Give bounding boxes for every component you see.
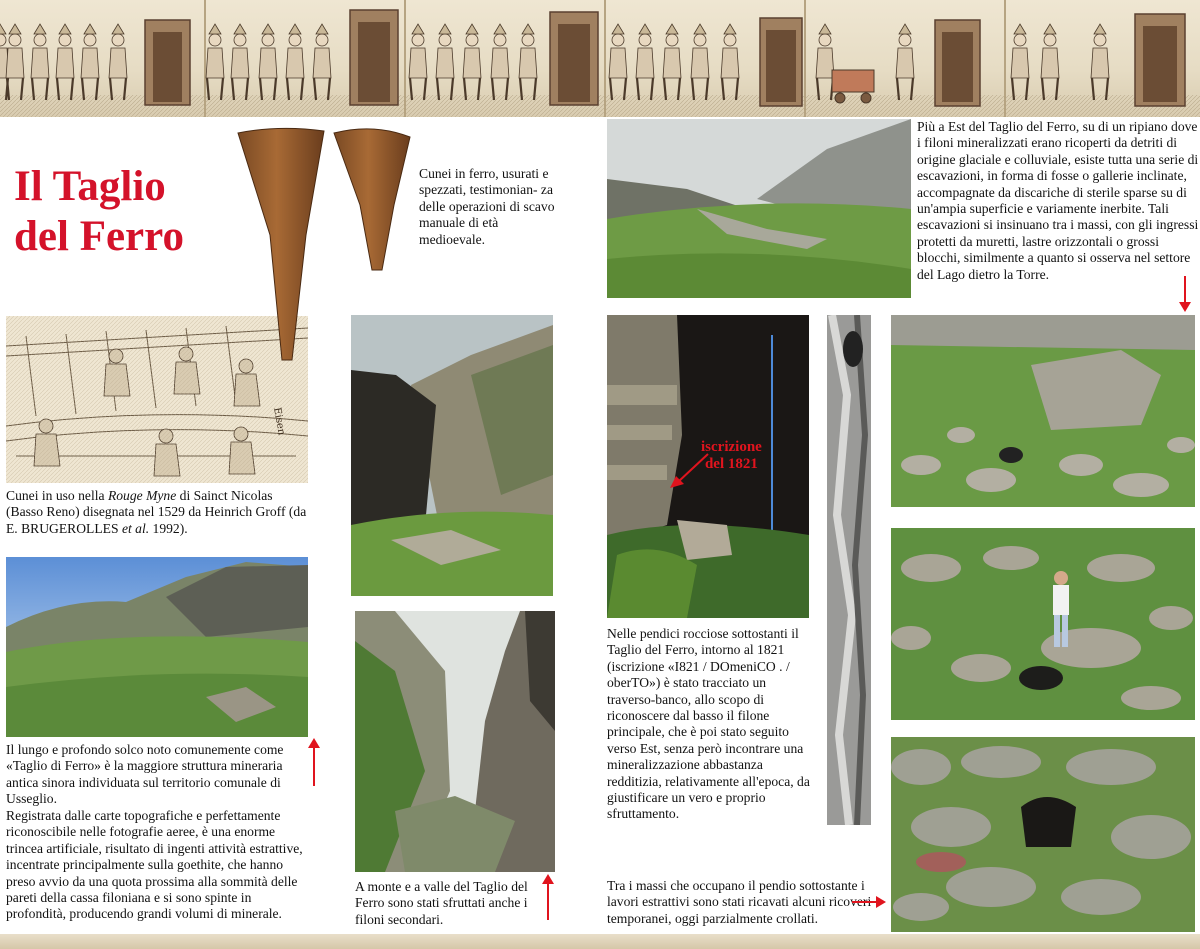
caption-taglio-registered: Registrata dalle carte topografiche e perfettamente riconoscibile nelle fotografie aeree, è una enorme trincea artificiale, risultato di ingenti attività estrattive, incentrate principalmente sulla goethite, che hanno preso avvio da una quota prossima alla sommità delle pareti della cassa filoniana e si sono spinte in profondità, producendo grandi volumi di minerale. (6, 808, 303, 922)
title-line-2: del Ferro (14, 213, 184, 260)
caption-rouge-myne-part3: 1992). (149, 520, 188, 536)
foggy-valley-photo (607, 119, 911, 298)
caption-east-excavations: Più a Est del Taglio del Ferro, su di un ripiano dove i filoni mineralizzati erano ricoperti da detriti di origine glaciale e colluviale, esiste tutta una serie di escavazioni, in forma di fosse o gallerie inclinate, accompagnate da discariche di sterile sparse su di un'ampia superficie e variamente inerbite. Tali escavazioni si insinuano tra i massi, con gli ingressi protetti da muretti, lastre orizzontali o grossi blocchi, similmente a quanto si osserva nel settore del Lago dietro la Torre. (917, 119, 1199, 282)
caption-rouge-myne-part1: Cunei in uso nella (6, 488, 108, 503)
pointer-arrow-icon (668, 452, 710, 488)
inscription-label-line2: del 1821 (704, 456, 758, 472)
caption-rouge-myne-italic2: et al. (121, 520, 150, 536)
iron-wedge-large (238, 128, 324, 360)
caption-taglio-long: Il lungo e profondo solco noto comunemente come «Taglio di Ferro» è la maggiore struttura mineraria antica sinora individuata sul territorio comunale di Usseglio. (6, 742, 284, 807)
gorge-photo (355, 611, 555, 872)
bottom-decorative-band (0, 934, 1200, 949)
up-arrow-icon (542, 874, 554, 920)
caption-rouge-myne-italic1: Rouge Myne (107, 488, 177, 503)
caption-rouge-myne-part2: di Sainct Nicolas (Basso Reno) disegnata nel 1529 da Heinrich Groff (da E. BRUGEROLLES (6, 488, 307, 536)
wedge-engraving-label: Eisen (271, 406, 287, 437)
miners-procession-illustration (0, 0, 1200, 117)
collapsed-shelter-photo (891, 737, 1195, 932)
inscription-label-line1: iscrizione (701, 439, 762, 455)
mountain-valley-photo (6, 557, 308, 737)
page-title (14, 162, 229, 262)
inscription-label (701, 439, 762, 473)
top-engraving-banner (0, 0, 1200, 117)
caption-monte-valle: A monte e a valle del Taglio del Ferro sono stati sfruttati anche i filoni secondari. (355, 879, 528, 927)
title-line-1: Il Taglio (14, 163, 166, 210)
boulders-meadow-photo (891, 315, 1195, 507)
caption-rouge-myne (6, 488, 310, 537)
caption-traverso-banco: Nelle pendici rocciose sottostanti il Taglio del Ferro, intorno al 1821 (iscrizione «I821 / DOmeniCO . / oberTO») è stato tracciato un traverso-banco, allo scopo di riconoscere dal basso il filone principale, che è poi stato seguito verso Est, senza però incontrare una mineralizzazione abbastanza redditizia, relativamente all'epoca, da giustificare un vero e proprio sfruttamento. (607, 626, 810, 822)
up-arrow-icon (308, 738, 320, 786)
woman-excavation-photo (891, 528, 1195, 720)
down-arrow-icon (1179, 276, 1191, 312)
caption-iron-wedges: Cunei in ferro, usurati e spezzati, testimonian- za delle operazioni di scavo manuale di età medioevale. (419, 166, 555, 247)
rock-cliff-photo (351, 315, 553, 596)
aerial-strip-photo (827, 315, 871, 825)
iron-wedge-small (334, 129, 410, 270)
right-arrow-icon (852, 896, 886, 908)
caption-ricoveri: Tra i massi che occupano il pendio sottostante i lavori estrattivi sono stati ricavati alcuni ricoveri temporanei, oggi parzialmente crollati. (607, 878, 872, 926)
